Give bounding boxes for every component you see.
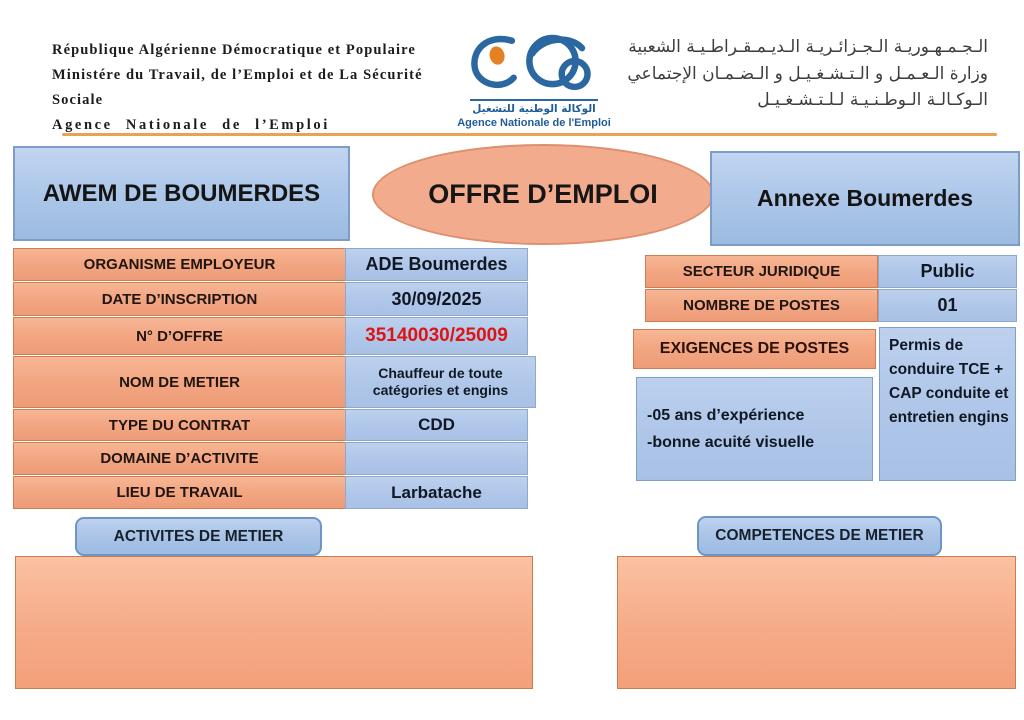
label-secteur-juridique: SECTEUR JURIDIQUE	[645, 255, 878, 288]
value-date-inscription: 30/09/2025	[345, 282, 528, 316]
competences-de-metier-header: COMPETENCES DE METIER	[697, 516, 942, 556]
label-nom-de-metier: NOM DE METIER	[13, 356, 346, 408]
header-divider-line	[62, 133, 997, 136]
label-lieu-de-travail: LIEU DE TRAVAIL	[13, 476, 346, 509]
activites-de-metier-header: ACTIVITES DE METIER	[75, 517, 322, 556]
logo-french-caption: Agence Nationale de l'Emploi	[457, 117, 611, 129]
label-type-du-contrat: TYPE DU CONTRAT	[13, 409, 346, 441]
header-arabic-republic-line: الـجـمـهـوريـة الـجـزائـريـة الـديـمـقـراطـيـة الشعبية	[628, 37, 988, 57]
value-type-du-contrat: CDD	[345, 409, 528, 441]
offer-title-ellipse: OFFRE D’EMPLOI	[372, 144, 714, 245]
logo-arabic-caption: الوكالة الوطنية للتشغيل	[472, 103, 596, 115]
value-organisme-employeur: ADE Boumerdes	[345, 248, 528, 281]
header-arabic-agency-line: الـوكـالـة الـوطـنـيـة لـلـتـشـغـيـل	[757, 90, 988, 110]
acuite-line: -bonne acuité visuelle	[647, 434, 815, 451]
experience-lines	[647, 402, 814, 456]
label-date-inscription: DATE D’INSCRIPTION	[13, 282, 346, 316]
header-republic-line: République Algérienne Démocratique et Populaire	[52, 42, 416, 58]
annex-title-box: Annexe Boumerdes	[710, 151, 1020, 246]
label-nombre-de-postes: NOMBRE DE POSTES	[645, 289, 878, 322]
header-arabic-block	[568, 34, 988, 114]
value-exigences-permis: Permis de conduire TCE + CAP conduite et entretien engins	[879, 327, 1016, 481]
value-nom-de-metier: Chauffeur de toute catégories et engins	[345, 356, 536, 408]
label-domaine-activite: DOMAINE D’ACTIVITE	[13, 442, 346, 475]
agency-title-box: AWEM DE BOUMERDES	[13, 146, 350, 241]
label-numero-offre: N° D’OFFRE	[13, 317, 346, 355]
experience-line: -05 ans d’expérience	[647, 407, 805, 424]
value-exigences-experience	[636, 377, 873, 481]
value-nombre-de-postes: 01	[878, 289, 1017, 322]
value-numero-offre: 35140030/25009	[345, 317, 528, 355]
activites-de-metier-box	[15, 556, 533, 689]
value-secteur-juridique: Public	[878, 255, 1017, 288]
header-ministry-line: Ministére du Travail, de l’Emploi et de La Sécurité Sociale	[52, 67, 423, 108]
value-lieu-de-travail: Larbatache	[345, 476, 528, 509]
label-exigences-de-postes: EXIGENCES DE POSTES	[633, 329, 876, 369]
label-organisme-employeur: ORGANISME EMPLOYEUR	[13, 248, 346, 281]
header-arabic-ministry-line: وزارة الـعـمـل و الـتـشـغـيـل و الـضـمـان الإجتماعي	[627, 63, 988, 84]
header-french-block	[52, 38, 452, 138]
value-domaine-activite	[345, 442, 528, 475]
competences-de-metier-box	[617, 556, 1016, 689]
header-agency-line: Agence Nationale de l’Emploi	[52, 117, 330, 133]
